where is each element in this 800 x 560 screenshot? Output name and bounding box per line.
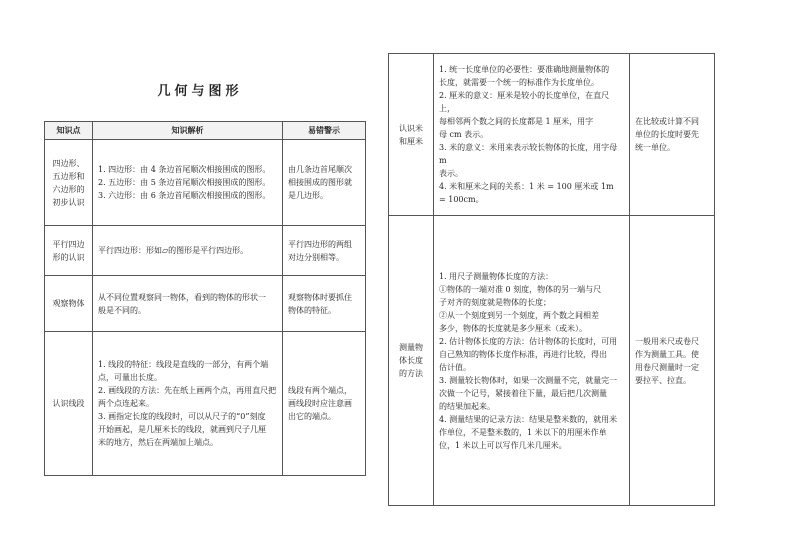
warning-line: 平行四边形的两组 — [288, 239, 352, 249]
warning-line: 观察物体时要抓住 — [288, 292, 352, 302]
topic-line: 初步认识 — [52, 197, 85, 207]
header-topic: 知识点 — [45, 122, 93, 140]
topic-line: 形的认识 — [52, 252, 85, 262]
analysis-line: 2. 估计物体长度的方法：估计物体的长度时，可用 — [439, 336, 618, 346]
analysis-line: ②从一个刻度到另一个刻度，两个数之间相差 — [439, 310, 599, 320]
warning-cell — [283, 276, 366, 332]
topic-line: 认识线段 — [52, 399, 85, 408]
warning-line: 是几边形。 — [288, 191, 328, 200]
analysis-line: 每相邻两个数之间的长度都是 1 厘米，用字 — [439, 117, 594, 126]
analysis-line: 1. 统一长度单位的必要性：要准确地测量物体的 — [439, 65, 610, 74]
analysis-line: 次做一个记号，紧接着往下量，最后把几次测量 — [439, 388, 607, 398]
warning-cell — [630, 54, 715, 216]
table-row — [45, 226, 366, 276]
analysis-line: 3. 米的意义：米用来表示较长物体的长度，用字母 m — [439, 143, 618, 165]
warning-line: 统一单位。 — [635, 143, 675, 152]
topic-line: 的方法 — [399, 369, 423, 378]
analysis-line: 母 cm 表示。 — [439, 130, 489, 139]
topic-line: 测量物 — [399, 343, 423, 352]
knowledge-table-right — [388, 53, 715, 506]
analysis-line: 般是不同的。 — [98, 305, 146, 315]
analysis-line: 多少，物体的长度就是多少厘米（或米）。 — [439, 323, 587, 333]
analysis-line: 两个点连起来。 — [98, 399, 154, 408]
warning-line: 作为测量工具。使 — [635, 349, 699, 359]
analysis-line: 子对齐的刻度就是物体的长度； — [439, 297, 551, 307]
warning-cell — [283, 140, 366, 226]
table-row — [45, 332, 366, 476]
warning-line: 物体的特征。 — [288, 305, 336, 315]
table-row — [45, 276, 366, 332]
analysis-cell — [93, 140, 283, 226]
table-row — [389, 216, 715, 506]
analysis-line: 点，可量出长度。 — [98, 373, 162, 382]
table-row — [45, 140, 366, 226]
analysis-line: 表示。 — [439, 169, 463, 178]
topic-line: 认识米 — [399, 123, 423, 133]
knowledge-table-left — [44, 121, 366, 476]
analysis-line: 位，1 米以上可以写作几米几厘米。 — [439, 440, 567, 450]
topic-line: 五边形和 — [52, 171, 85, 181]
analysis-line: 2. 画线段的方法：先在纸上画两个点，再用直尺把 — [98, 386, 277, 395]
analysis-line: 平行四边形：形如▱的图形是平行四边形。 — [98, 246, 249, 255]
analysis-line: ①物体的一端对准 0 刻度，物体的另一端与尺 — [439, 284, 602, 294]
topic-line: 和厘米 — [399, 136, 423, 146]
analysis-line: 作单位，不是整米数的，1 米以下的用厘米作单 — [439, 427, 607, 437]
warning-line: 单位的长度时要先 — [635, 130, 699, 139]
warning-line: 由几条边首尾顺次 — [288, 165, 352, 174]
analysis-line: 长度，就需要一个统一的标准作为长度单位。 — [439, 78, 599, 87]
warning-line: 用卷尺测量时一定 — [635, 362, 699, 372]
topic-line: 四边形、 — [52, 158, 85, 168]
warning-cell — [283, 332, 366, 476]
analysis-line: 2. 厘米的意义：厘米是较小的长度单位，在直尺上， — [439, 91, 610, 113]
topic-line: 体长度 — [399, 356, 423, 365]
analysis-cell — [93, 332, 283, 476]
topic-line: 六边形的 — [52, 184, 85, 194]
warning-line: 要拉平、拉直。 — [635, 375, 691, 385]
analysis-line: 自己熟知的物体长度作标准，再进行比较，得出 — [439, 349, 607, 359]
analysis-line: 3. 画指定长度的线段时，可以从尺子的“0”刻度 — [98, 412, 266, 421]
analysis-cell — [93, 276, 283, 332]
topic-cell — [45, 226, 93, 276]
topic-cell — [389, 216, 434, 506]
analysis-line: 4. 测量结果的记录方法：结果是整米数的，就用米 — [439, 414, 618, 424]
warning-line: 在比较或计算不同 — [635, 117, 699, 126]
analysis-cell — [434, 54, 630, 216]
analysis-line: = 100cm。 — [439, 195, 484, 204]
analysis-line: 1. 线段的特征：线段是直线的一部分，有两个端 — [98, 360, 269, 369]
analysis-line: 1. 用尺子测量物体长度的方法： — [439, 271, 554, 281]
analysis-line: 4. 米和厘米之间的关系：1 米 = 100 厘米或 1m — [439, 182, 614, 191]
analysis-line: 3. 六边形：由 6 条边首尾顺次相接围成的图形。 — [98, 191, 271, 200]
analysis-line: 估计值。 — [439, 362, 471, 372]
analysis-line: 1. 四边形：由 4 条边首尾顺次相接围成的图形。 — [98, 165, 271, 174]
warning-line: 出它的端点。 — [288, 412, 336, 421]
header-warning: 易错警示 — [283, 122, 366, 140]
topic-cell — [45, 140, 93, 226]
topic-cell — [45, 332, 93, 476]
table-row — [389, 54, 715, 216]
warning-line: 一般用米尺或卷尺 — [635, 336, 699, 346]
topic-cell — [389, 54, 434, 216]
topic-line: 观察物体 — [52, 299, 85, 308]
analysis-line: 从不同位置观察同一物体，看到的物体的形状一 — [98, 292, 266, 302]
page-title: 几何与图形 — [157, 84, 243, 99]
warning-line: 画线段时应注意画 — [288, 399, 352, 408]
analysis-line: 3. 测量较长物体时，如果一次测量不完，就量完一 — [439, 375, 618, 385]
topic-line: 平行四边 — [52, 239, 85, 249]
topic-cell — [45, 276, 93, 332]
table-header-row — [45, 122, 366, 140]
analysis-cell — [93, 226, 283, 276]
warning-line: 对边分别相等。 — [288, 252, 344, 262]
warning-line: 线段有两个端点， — [288, 386, 352, 395]
analysis-line: 2. 五边形：由 5 条边首尾顺次相接围成的图形。 — [98, 178, 271, 187]
analysis-line: 的结果加起来。 — [439, 401, 495, 411]
warning-cell — [630, 216, 715, 506]
warning-cell — [283, 226, 366, 276]
analysis-line: 开始画起，是几厘米长的线段，就画到尺子几厘 — [98, 425, 266, 434]
analysis-cell — [434, 216, 630, 506]
header-analysis: 知识解析 — [93, 122, 283, 140]
analysis-line: 米的地方，然后在两端加上端点。 — [98, 438, 218, 447]
warning-line: 相接围成的图形就 — [288, 178, 352, 187]
